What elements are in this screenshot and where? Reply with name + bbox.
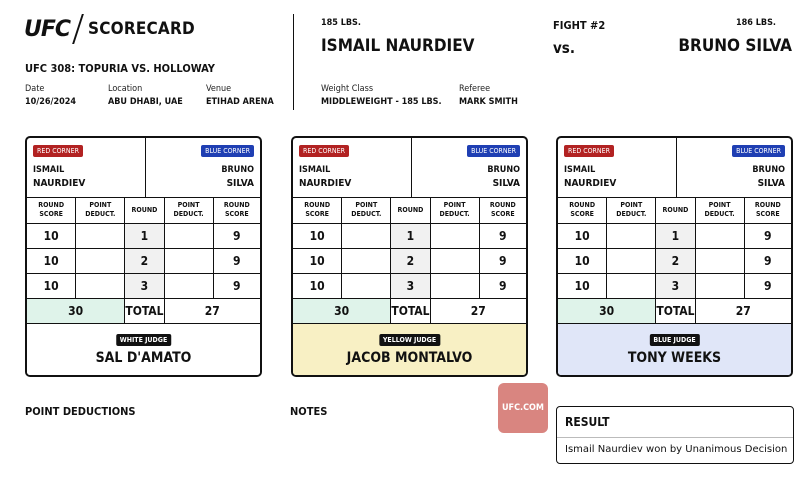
blue-point-deduct (164, 273, 213, 298)
round-row (558, 223, 791, 248)
red-fighter-weight: 185 LBS. (321, 18, 361, 28)
result-divider (557, 437, 793, 438)
round-number: 3 (391, 273, 430, 298)
red-round-score: 10 (293, 273, 342, 298)
date-value: 10/26/2024 (25, 97, 76, 107)
versus-label: vs. (553, 39, 575, 57)
blue-round-score: 9 (744, 223, 791, 248)
round-score-table (27, 198, 260, 324)
red-total-score: 30 (293, 298, 391, 323)
result-heading: RESULT (565, 415, 610, 429)
round-row (293, 248, 526, 273)
red-point-deduct (607, 223, 656, 248)
score-header-row (27, 198, 260, 223)
blue-round-score: 9 (744, 273, 791, 298)
red-round-score-header: ROUND SCORE (293, 198, 342, 223)
blue-total-score: 27 (164, 298, 260, 323)
score-header-row (558, 198, 791, 223)
red-point-deduct-header: POINT DEDUCT. (342, 198, 391, 223)
red-last-name: NAURDIEV (33, 178, 86, 189)
blue-corner-badge: BLUE CORNER (201, 145, 254, 157)
red-first-name: ISMAIL (33, 165, 65, 175)
location-value: ABU DHABI, UAE (108, 97, 183, 107)
round-row (293, 223, 526, 248)
blue-corner-badge: BLUE CORNER (467, 145, 520, 157)
red-first-name: ISMAIL (564, 165, 596, 175)
notes-heading: NOTES (290, 405, 328, 418)
total-row (558, 298, 791, 323)
round-number: 1 (391, 223, 430, 248)
judge-name: SAL D'AMATO (95, 350, 192, 366)
judge-name: JACOB MONTALVO (346, 350, 473, 366)
blue-first-name: BRUNO (487, 165, 520, 175)
judge-name: TONY WEEKS (627, 350, 722, 366)
round-header: ROUND (391, 198, 430, 223)
judge-area (558, 323, 791, 375)
card-fighters-header (558, 138, 791, 198)
card-fighters-header (293, 138, 526, 198)
logo-divider (72, 14, 84, 44)
fight-number: FIGHT #2 (553, 19, 606, 32)
red-round-score: 10 (27, 273, 76, 298)
red-round-score: 10 (27, 223, 76, 248)
judge-scorecard (556, 136, 793, 377)
blue-round-score: 9 (479, 273, 526, 298)
round-row (558, 248, 791, 273)
red-round-score: 10 (293, 248, 342, 273)
blue-last-name: SILVA (226, 178, 254, 189)
weight-class-value: MIDDLEWEIGHT - 185 LBS. (321, 97, 442, 107)
round-score-table (558, 198, 791, 324)
blue-round-score-header: ROUND SCORE (479, 198, 526, 223)
red-point-deduct (76, 223, 125, 248)
red-point-deduct (76, 273, 125, 298)
card-fighters-header (27, 138, 260, 198)
weight-class-label: Weight Class (321, 84, 374, 94)
round-number: 2 (656, 248, 695, 273)
judge-scorecard (25, 136, 262, 377)
round-row (27, 223, 260, 248)
blue-first-name: BRUNO (752, 165, 785, 175)
total-label: TOTAL (656, 298, 695, 323)
round-score-table (293, 198, 526, 324)
red-round-score: 10 (27, 248, 76, 273)
blue-round-score: 9 (744, 248, 791, 273)
red-round-score: 10 (293, 223, 342, 248)
score-header-row (293, 198, 526, 223)
round-number: 3 (125, 273, 164, 298)
red-round-score-header: ROUND SCORE (27, 198, 76, 223)
red-round-score: 10 (558, 223, 607, 248)
round-number: 1 (656, 223, 695, 248)
red-point-deduct (342, 223, 391, 248)
red-last-name: NAURDIEV (564, 178, 617, 189)
round-row (293, 273, 526, 298)
blue-point-deduct (164, 223, 213, 248)
total-label: TOTAL (125, 298, 164, 323)
venue-label: Venue (206, 84, 232, 94)
ufc-logo-text: UFC (24, 16, 71, 42)
judge-area (293, 323, 526, 375)
blue-total-score: 27 (430, 298, 526, 323)
venue-value: ETIHAD ARENA (206, 97, 274, 107)
blue-point-deduct (430, 273, 479, 298)
blue-point-deduct (164, 248, 213, 273)
red-point-deduct (342, 273, 391, 298)
date-label: Date (25, 84, 45, 94)
round-number: 1 (125, 223, 164, 248)
ufc-com-badge[interactable]: UFC.COM (498, 383, 548, 433)
blue-round-score: 9 (213, 223, 260, 248)
judge-color-badge: YELLOW JUDGE (379, 334, 440, 346)
red-point-deduct (607, 273, 656, 298)
round-row (27, 248, 260, 273)
red-total-score: 30 (27, 298, 125, 323)
total-label: TOTAL (391, 298, 430, 323)
blue-corner-badge: BLUE CORNER (732, 145, 785, 157)
result-text: Ismail Naurdiev won by Unanimous Decision (565, 444, 788, 455)
judge-color-badge: BLUE JUDGE (649, 334, 699, 346)
blue-fighter-weight: 186 LBS. (736, 18, 776, 28)
header-split (411, 138, 412, 198)
blue-point-deduct (695, 273, 744, 298)
blue-fighter-name: BRUNO SILVA (678, 36, 792, 56)
round-header: ROUND (656, 198, 695, 223)
blue-round-score: 9 (479, 223, 526, 248)
header-split (145, 138, 146, 198)
blue-point-deduct (430, 223, 479, 248)
round-header: ROUND (125, 198, 164, 223)
blue-point-deduct (430, 248, 479, 273)
red-point-deduct-header: POINT DEDUCT. (76, 198, 125, 223)
location-label: Location (108, 84, 143, 94)
blue-first-name: BRUNO (221, 165, 254, 175)
blue-point-deduct (695, 223, 744, 248)
referee-label: Referee (459, 84, 491, 94)
scorecard-title: SCORECARD (88, 19, 195, 39)
blue-total-score: 27 (695, 298, 791, 323)
red-last-name: NAURDIEV (299, 178, 352, 189)
red-fighter-name: ISMAIL NAURDIEV (321, 36, 475, 56)
round-row (558, 273, 791, 298)
red-corner-badge: RED CORNER (33, 145, 83, 157)
red-total-score: 30 (558, 298, 656, 323)
blue-point-deduct-header: POINT DEDUCT. (695, 198, 744, 223)
blue-point-deduct-header: POINT DEDUCT. (164, 198, 213, 223)
blue-round-score: 9 (213, 248, 260, 273)
red-corner-badge: RED CORNER (564, 145, 614, 157)
red-point-deduct-header: POINT DEDUCT. (607, 198, 656, 223)
red-corner-badge: RED CORNER (299, 145, 349, 157)
red-point-deduct (342, 248, 391, 273)
blue-last-name: SILVA (757, 178, 785, 189)
total-row (293, 298, 526, 323)
result-box (556, 406, 794, 464)
judge-scorecard (291, 136, 528, 377)
red-point-deduct (76, 248, 125, 273)
round-number: 2 (125, 248, 164, 273)
blue-round-score: 9 (479, 248, 526, 273)
round-number: 3 (656, 273, 695, 298)
blue-round-score-header: ROUND SCORE (744, 198, 791, 223)
blue-round-score-header: ROUND SCORE (213, 198, 260, 223)
point-deductions-heading: POINT DEDUCTIONS (25, 405, 136, 418)
total-row (27, 298, 260, 323)
round-row (27, 273, 260, 298)
event-name: UFC 308: TOPURIA VS. HOLLOWAY (25, 62, 215, 75)
referee-value: MARK SMITH (459, 97, 518, 107)
header-split (676, 138, 677, 198)
blue-last-name: SILVA (492, 178, 520, 189)
blue-point-deduct (695, 248, 744, 273)
red-round-score: 10 (558, 248, 607, 273)
judge-color-badge: WHITE JUDGE (116, 334, 172, 346)
red-first-name: ISMAIL (299, 165, 331, 175)
header-divider (293, 14, 294, 110)
red-round-score: 10 (558, 273, 607, 298)
judge-area (27, 323, 260, 375)
red-round-score-header: ROUND SCORE (558, 198, 607, 223)
red-point-deduct (607, 248, 656, 273)
blue-round-score: 9 (213, 273, 260, 298)
ufc-scorecard-logo (24, 12, 195, 46)
round-number: 2 (391, 248, 430, 273)
blue-point-deduct-header: POINT DEDUCT. (430, 198, 479, 223)
